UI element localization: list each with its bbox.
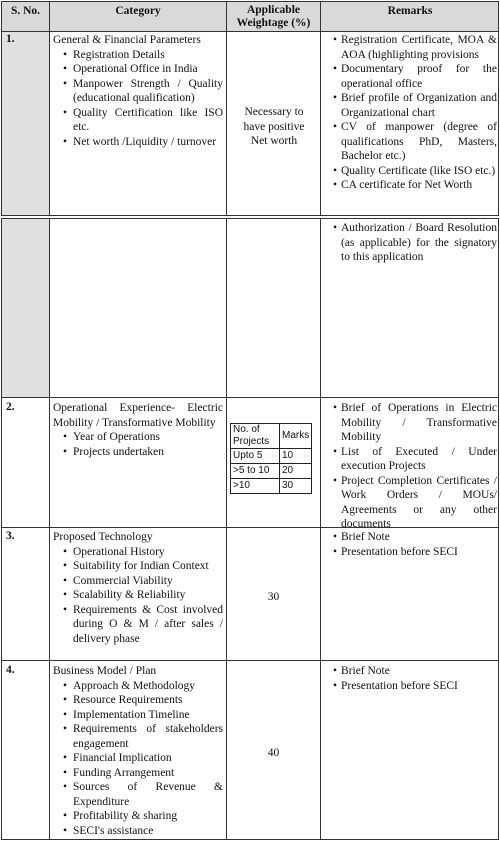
table-cell: >5 to 10 <box>231 464 280 479</box>
header-sno: S. No. <box>10 5 41 17</box>
row-sno: 4. <box>6 664 15 676</box>
row-sno: 1. <box>6 33 15 45</box>
sno-column-shade <box>2 219 49 397</box>
category-cell <box>53 401 223 459</box>
list-item: • Presentation before SECI <box>333 679 497 694</box>
category-title: General & Financial Parameters <box>53 34 201 46</box>
remarks-cell <box>333 530 497 559</box>
table-row <box>231 464 312 479</box>
table-cell: Upto 5 <box>231 449 280 464</box>
list-item: • Brief Note <box>333 664 497 679</box>
header-category: Category <box>115 5 161 17</box>
header-remarks: Remarks <box>387 5 433 17</box>
remarks-cell <box>333 401 497 532</box>
category-title: Operational Experience- Electric Mobility / Transformative Mobility <box>53 402 223 429</box>
list-item: • Brief of Operations in Electric Mobility / Transformative Mobility <box>333 401 497 445</box>
list-item: • List of Executed / Under execution Projects <box>333 445 497 474</box>
header-weightage: Applicable Weightage (%) <box>236 4 311 29</box>
list-item: • Presentation before SECI <box>333 545 497 560</box>
list-item: • CV of manpower (degree of qualifications PhD, Masters, Bachelor etc.) <box>333 120 497 164</box>
list-item: • Brief profile of Organization and Organizational chart <box>333 91 497 120</box>
list-item: • CA certificate for Net Worth <box>333 178 497 193</box>
list-item: • Sources of Revenue & Expenditure <box>63 780 223 809</box>
category-items <box>53 545 223 647</box>
category-items <box>53 48 223 150</box>
list-item: • Registration Details <box>63 48 223 63</box>
table-segment-1 <box>1 1 499 216</box>
table-row <box>231 424 312 449</box>
list-item: • Resource Requirements <box>63 693 223 708</box>
table-cell: 20 <box>280 464 312 479</box>
list-item: • Suitability for Indian Context <box>63 559 223 574</box>
list-item: • Projects undertaken <box>63 445 223 460</box>
list-item: • Project Completion Certificates / Work Orders / MOUs/ Agreements or any other documents <box>333 474 497 532</box>
table-cell: 10 <box>280 449 312 464</box>
list-item: • Profitability & sharing <box>63 809 223 824</box>
list-item: • Operational Office in India <box>63 62 223 77</box>
table-cell: 30 <box>280 479 312 494</box>
sno-column-shade <box>2 32 49 215</box>
row-sno: 2. <box>6 401 15 413</box>
list-item: • Scalability & Reliability <box>63 588 223 603</box>
table-cell: >10 <box>231 479 280 494</box>
weightage-cell: 30 <box>267 591 280 603</box>
table-row <box>231 449 312 464</box>
category-items <box>53 679 223 839</box>
category-cell <box>53 664 223 838</box>
list-item: • Operational History <box>63 545 223 560</box>
list-item: • Requirements of stakeholders engagement <box>63 722 223 751</box>
weightage-cell: Necessary to have positive Net worth <box>243 106 305 147</box>
marks-table-cell <box>230 423 312 494</box>
list-item: • Net worth /Liquidity / turnover <box>63 135 223 150</box>
list-item: • Registration Certificate, MOA & AOA (highlighting provisions <box>333 33 497 62</box>
category-items <box>53 430 223 459</box>
list-item: • Brief Note <box>333 530 497 545</box>
list-item: • Quality Certificate (like ISO etc.) <box>333 164 497 179</box>
category-cell <box>53 530 223 646</box>
marks-table <box>230 423 312 494</box>
category-title: Proposed Technology <box>53 531 153 543</box>
remarks-cell <box>333 221 497 265</box>
list-item: • Authorization / Board Resolution (as applicable) for the signatory to this application <box>333 221 497 265</box>
list-item: • Financial Implication <box>63 751 223 766</box>
table-row <box>231 479 312 494</box>
remarks-cell <box>333 664 497 693</box>
list-item: • Funding Arrangement <box>63 766 223 781</box>
table-cell: Marks <box>280 424 312 449</box>
weightage-cell: 40 <box>267 747 280 759</box>
list-item: • Requirements & Cost involved during O & M / after sales / delivery phase <box>63 603 223 647</box>
list-item: • Quality Certification like ISO etc. <box>63 106 223 135</box>
table-segment-2 <box>1 218 499 840</box>
list-item: • Implementation Timeline <box>63 708 223 723</box>
category-title: Business Model / Plan <box>53 665 157 677</box>
list-item: • Manpower Strength / Quality (educational qualification) <box>63 77 223 106</box>
list-item: • Year of Operations <box>63 430 223 445</box>
list-item: • Commercial Viability <box>63 574 223 589</box>
list-item: • Approach & Methodology <box>63 679 223 694</box>
list-item: • Documentary proof for the operational office <box>333 62 497 91</box>
row-sno: 3. <box>6 530 15 542</box>
list-item: • SECI's assistance <box>63 824 223 839</box>
remarks-cell <box>333 33 497 193</box>
category-cell <box>53 33 223 149</box>
table-cell: No. of Projects <box>231 424 280 449</box>
